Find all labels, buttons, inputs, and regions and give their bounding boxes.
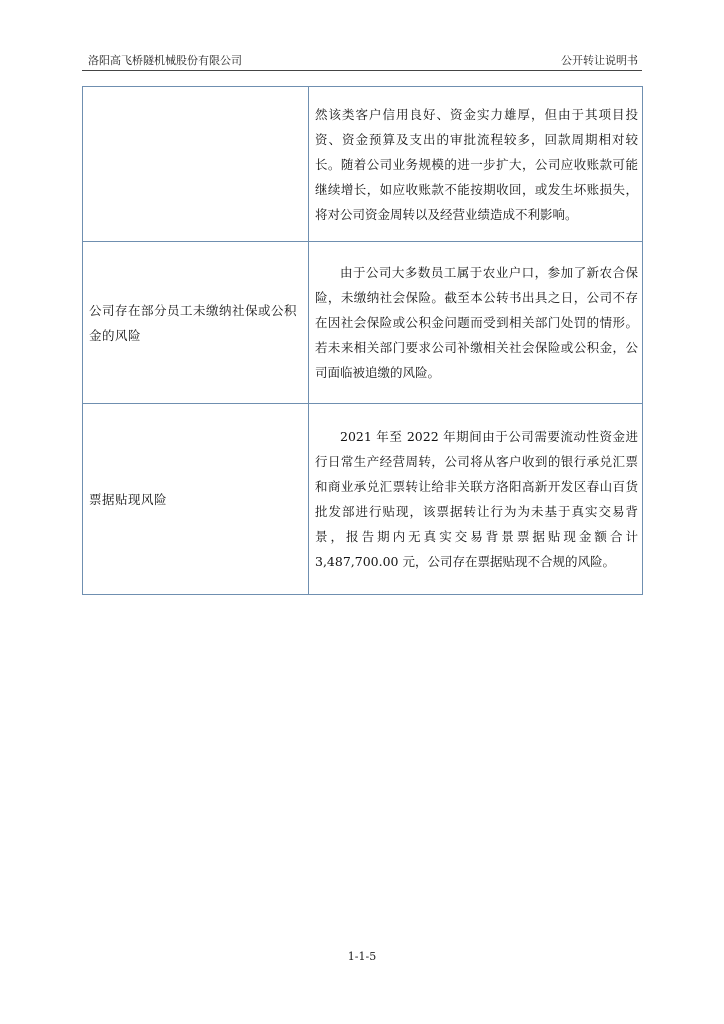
risk-description-cell	[309, 404, 643, 595]
page-number: 1-1-5	[347, 950, 377, 963]
risk-description: 由于公司大多数员工属于农业户口，参加了新农合保险，未缴纳社会保险。截至本公转书出具之日，公司不存在因社会保险或公积金问题而受到相关部门处罚的情形。若未来相关部门要求公司补缴相关社会保险或公积金，公司面临被追缴的风险。	[315, 265, 638, 380]
risk-name-cell	[83, 87, 309, 242]
risk-name-cell: 公司存在部分员工未缴纳社保或公积金的风险	[83, 242, 309, 404]
risk-table	[82, 86, 643, 595]
risk-name-cell: 票据贴现风险	[83, 404, 309, 595]
document-title: 公开转让说明书	[561, 54, 638, 67]
table-row	[83, 242, 643, 404]
table-row	[83, 404, 643, 595]
risk-description: 然该类客户信用良好、资金实力雄厚，但由于其项目投资、资金预算及支出的审批流程较多，回款周期相对较长。随着公司业务规模的进一步扩大，公司应收账款可能继续增长，如应收账款不能按期收回，或发生坏账损失，将对公司资金周转以及经营业绩造成不利影响。	[315, 106, 638, 222]
risk-description: 2021 年至 2022 年期间由于公司需要流动性资金进行日常生产经营周转，公司将从客户收到的银行承兑汇票和商业承兑汇票转让给非关联方洛阳高新开发区春山百货批发部进行贴现，该票据转让行为为未基于真实交易背景，报告期内无真实交易背景票据贴现金额合计 3,487,700.00 元，公司存在票据贴现不合规的风险。	[315, 429, 638, 569]
page-header	[82, 50, 642, 71]
risk-description-cell	[309, 87, 643, 242]
table-row	[83, 87, 643, 242]
company-name: 洛阳高飞桥隧机械股份有限公司	[88, 54, 242, 67]
risk-description-cell	[309, 242, 643, 404]
